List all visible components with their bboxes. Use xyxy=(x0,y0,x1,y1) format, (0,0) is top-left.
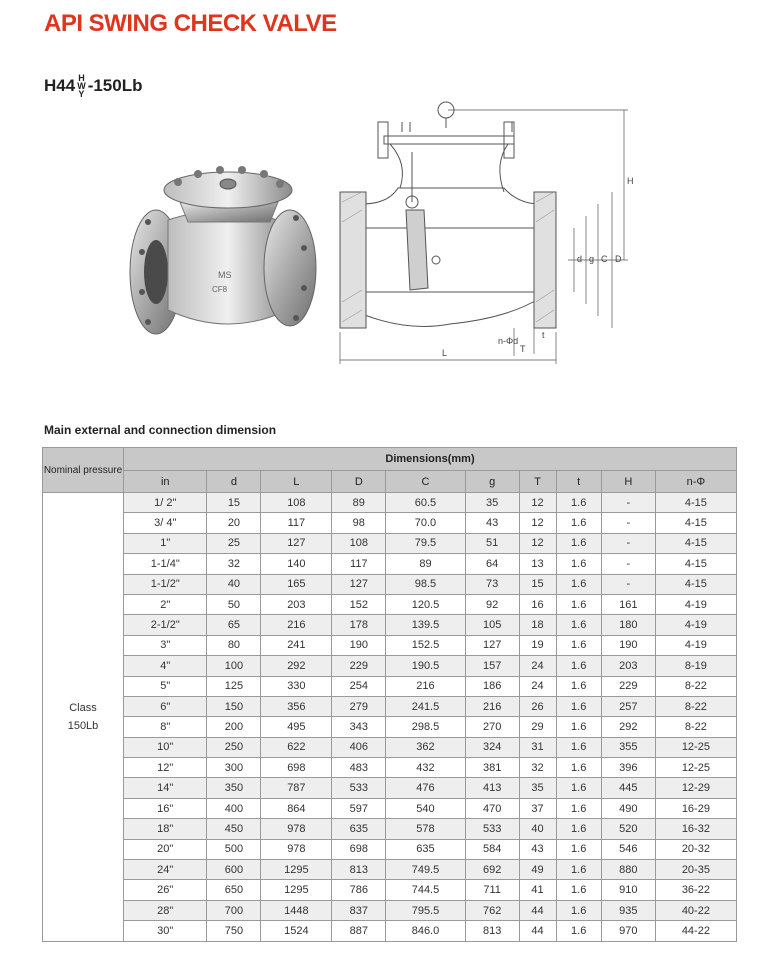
table-cell: 483 xyxy=(332,758,386,778)
dim-label-l: L xyxy=(442,348,448,358)
cast-mark-cf8: CF8 xyxy=(212,285,228,294)
table-cell: 292 xyxy=(601,717,655,737)
table-row xyxy=(43,737,737,757)
model-stack xyxy=(77,74,86,98)
table-cell: 49 xyxy=(519,860,556,880)
table-cell: 635 xyxy=(332,819,386,839)
table-cell: 92 xyxy=(465,594,519,614)
class-cell xyxy=(43,493,124,942)
table-cell: 1.6 xyxy=(556,778,601,798)
model-suffix: -150Lb xyxy=(87,76,143,95)
table-cell: 1.6 xyxy=(556,533,601,553)
table-cell: 31 xyxy=(519,737,556,757)
table-cell: 180 xyxy=(601,615,655,635)
table-cell: 4-19 xyxy=(655,615,736,635)
table-cell: 44-22 xyxy=(655,921,736,941)
table-cell: 8-22 xyxy=(655,696,736,716)
dim-label-c: C xyxy=(601,254,608,264)
table-cell: 1.6 xyxy=(556,696,601,716)
table-cell: 216 xyxy=(465,696,519,716)
column-header: H xyxy=(601,471,655,493)
table-cell: 32 xyxy=(519,758,556,778)
table-cell: 1.6 xyxy=(556,554,601,574)
table-cell: 3/ 4" xyxy=(124,513,207,533)
class-label-line1: Class xyxy=(69,701,97,714)
table-cell: - xyxy=(601,493,655,513)
model-designation xyxy=(44,74,142,98)
table-cell: 578 xyxy=(386,819,465,839)
table-cell: 203 xyxy=(601,656,655,676)
table-cell: 25 xyxy=(207,533,261,553)
table-cell: 711 xyxy=(465,880,519,900)
table-cell: 16 xyxy=(519,594,556,614)
table-cell: 13 xyxy=(519,554,556,574)
table-cell: 157 xyxy=(465,656,519,676)
table-cell: 700 xyxy=(207,900,261,920)
table-cell: 4-15 xyxy=(655,513,736,533)
table-cell: 1295 xyxy=(261,860,332,880)
table-cell: 79.5 xyxy=(386,533,465,553)
table-cell: 324 xyxy=(465,737,519,757)
table-row xyxy=(43,900,737,920)
table-cell: 298.5 xyxy=(386,717,465,737)
table-cell: 300 xyxy=(207,758,261,778)
table-cell: 4" xyxy=(124,656,207,676)
table-cell: 330 xyxy=(261,676,332,696)
nominal-pressure-header: Nominal pressure xyxy=(43,448,124,493)
table-cell: 40-22 xyxy=(655,900,736,920)
table-cell: 1-1/2" xyxy=(124,574,207,594)
table-cell: 698 xyxy=(261,758,332,778)
table-cell: 12" xyxy=(124,758,207,778)
table-cell: - xyxy=(601,513,655,533)
cast-mark-ms: MS xyxy=(218,270,232,280)
table-row xyxy=(43,798,737,818)
table-cell: 597 xyxy=(332,798,386,818)
table-cell: 6" xyxy=(124,696,207,716)
table-cell: 432 xyxy=(386,758,465,778)
table-cell: - xyxy=(601,574,655,594)
table-cell: 117 xyxy=(332,554,386,574)
table-cell: 257 xyxy=(601,696,655,716)
table-cell: 26 xyxy=(519,696,556,716)
table-cell: 16-29 xyxy=(655,798,736,818)
table-cell: 30" xyxy=(124,921,207,941)
table-cell: 1.6 xyxy=(556,758,601,778)
table-row xyxy=(43,717,737,737)
table-cell: 8" xyxy=(124,717,207,737)
table-cell: 51 xyxy=(465,533,519,553)
table-cell: 1.6 xyxy=(556,676,601,696)
table-cell: 254 xyxy=(332,676,386,696)
table-row xyxy=(43,860,737,880)
table-cell: 15 xyxy=(207,493,261,513)
table-cell: 813 xyxy=(332,860,386,880)
table-cell: 12 xyxy=(519,513,556,533)
table-cell: 108 xyxy=(332,533,386,553)
table-cell: 26" xyxy=(124,880,207,900)
page-title: API SWING CHECK VALVE xyxy=(44,10,337,37)
table-cell: 787 xyxy=(261,778,332,798)
dimension-table xyxy=(42,447,737,942)
table-cell: 190 xyxy=(601,635,655,655)
table-cell: 80 xyxy=(207,635,261,655)
table-cell: 1/ 2" xyxy=(124,493,207,513)
section-heading: Main external and connection dimension xyxy=(44,423,277,437)
table-cell: 692 xyxy=(465,860,519,880)
table-cell: 406 xyxy=(332,737,386,757)
table-row xyxy=(43,615,737,635)
table-cell: 70.0 xyxy=(386,513,465,533)
table-cell: 190.5 xyxy=(386,656,465,676)
table-cell: 698 xyxy=(332,839,386,859)
dim-label-t-upper: T xyxy=(520,344,526,354)
table-cell: 445 xyxy=(601,778,655,798)
column-header: C xyxy=(386,471,465,493)
table-cell: 1" xyxy=(124,533,207,553)
table-cell: 4-15 xyxy=(655,493,736,513)
table-row xyxy=(43,676,737,696)
table-cell: 127 xyxy=(261,533,332,553)
table-cell: 970 xyxy=(601,921,655,941)
table-row xyxy=(43,513,737,533)
table-cell: 650 xyxy=(207,880,261,900)
table-cell: 356 xyxy=(261,696,332,716)
table-cell: 36-22 xyxy=(655,880,736,900)
table-cell: 229 xyxy=(332,656,386,676)
table-row xyxy=(43,921,737,941)
table-cell: 98.5 xyxy=(386,574,465,594)
table-cell: 978 xyxy=(261,819,332,839)
dim-label-n-phi: n-Φd xyxy=(498,336,519,346)
table-cell: 786 xyxy=(332,880,386,900)
table-cell: 165 xyxy=(261,574,332,594)
table-cell: 4-15 xyxy=(655,554,736,574)
table-cell: 846.0 xyxy=(386,921,465,941)
table-cell: 1.6 xyxy=(556,839,601,859)
column-header: D xyxy=(332,471,386,493)
table-cell: 355 xyxy=(601,737,655,757)
table-cell: 744.5 xyxy=(386,880,465,900)
table-cell: 105 xyxy=(465,615,519,635)
dim-label-d-outer: D xyxy=(615,254,622,264)
table-cell: 533 xyxy=(332,778,386,798)
table-cell: 1-1/4" xyxy=(124,554,207,574)
table-cell: 16" xyxy=(124,798,207,818)
table-cell: 10" xyxy=(124,737,207,757)
table-cell: 44 xyxy=(519,921,556,941)
table-row xyxy=(43,594,737,614)
table-cell: 864 xyxy=(261,798,332,818)
table-cell: 396 xyxy=(601,758,655,778)
table-cell: 20-32 xyxy=(655,839,736,859)
table-cell: 450 xyxy=(207,819,261,839)
table-cell: 250 xyxy=(207,737,261,757)
table-cell: 140 xyxy=(261,554,332,574)
table-cell: 470 xyxy=(465,798,519,818)
table-cell: 490 xyxy=(601,798,655,818)
table-cell: 89 xyxy=(332,493,386,513)
table-cell: 108 xyxy=(261,493,332,513)
table-cell: 24 xyxy=(519,676,556,696)
table-row xyxy=(43,696,737,716)
table-cell: 24" xyxy=(124,860,207,880)
table-cell: 16-32 xyxy=(655,819,736,839)
table-cell: 795.5 xyxy=(386,900,465,920)
table-row xyxy=(43,880,737,900)
table-cell: 2-1/2" xyxy=(124,615,207,635)
table-cell: 1.6 xyxy=(556,900,601,920)
dim-label-h: H xyxy=(627,176,634,186)
table-cell: 910 xyxy=(601,880,655,900)
table-cell: 50 xyxy=(207,594,261,614)
table-cell: 117 xyxy=(261,513,332,533)
table-cell: 935 xyxy=(601,900,655,920)
table-cell: 1.6 xyxy=(556,635,601,655)
table-cell: 1.6 xyxy=(556,615,601,635)
table-cell: 14" xyxy=(124,778,207,798)
table-cell: 241 xyxy=(261,635,332,655)
table-cell: 4-15 xyxy=(655,533,736,553)
table-cell: 749.5 xyxy=(386,860,465,880)
table-cell: 216 xyxy=(261,615,332,635)
table-cell: 44 xyxy=(519,900,556,920)
table-cell: 8-22 xyxy=(655,676,736,696)
table-row xyxy=(43,554,737,574)
table-cell: 139.5 xyxy=(386,615,465,635)
table-cell: 1.6 xyxy=(556,594,601,614)
table-cell: 279 xyxy=(332,696,386,716)
table-cell: 292 xyxy=(261,656,332,676)
table-cell: 73 xyxy=(465,574,519,594)
table-row xyxy=(43,839,737,859)
table-cell: 65 xyxy=(207,615,261,635)
table-cell: 28" xyxy=(124,900,207,920)
table-cell: 35 xyxy=(465,493,519,513)
table-cell: 413 xyxy=(465,778,519,798)
table-cell: 41 xyxy=(519,880,556,900)
table-cell: 12-29 xyxy=(655,778,736,798)
table-cell: 64 xyxy=(465,554,519,574)
table-cell: 18 xyxy=(519,615,556,635)
table-cell: 20 xyxy=(207,513,261,533)
table-cell: 1295 xyxy=(261,880,332,900)
table-cell: 125 xyxy=(207,676,261,696)
table-cell: 150 xyxy=(207,696,261,716)
table-cell: 750 xyxy=(207,921,261,941)
table-cell: 24 xyxy=(519,656,556,676)
dimensions-header: Dimensions(mm) xyxy=(124,448,737,471)
column-header: in xyxy=(124,471,207,493)
table-cell: 216 xyxy=(386,676,465,696)
dim-label-d-inner: d xyxy=(577,254,583,264)
table-cell: 35 xyxy=(519,778,556,798)
table-cell: 1.6 xyxy=(556,798,601,818)
model-mid: W xyxy=(77,81,86,91)
table-cell: 8-22 xyxy=(655,717,736,737)
table-cell: 120.5 xyxy=(386,594,465,614)
table-cell: 635 xyxy=(386,839,465,859)
column-header: g xyxy=(465,471,519,493)
table-cell: 1.6 xyxy=(556,513,601,533)
class-label-line2: 150Lb xyxy=(67,719,99,732)
model-sup: H xyxy=(78,73,85,83)
table-cell: 4-19 xyxy=(655,594,736,614)
table-cell: 161 xyxy=(601,594,655,614)
table-cell: 584 xyxy=(465,839,519,859)
table-cell: 1.6 xyxy=(556,493,601,513)
table-cell: 2" xyxy=(124,594,207,614)
table-row xyxy=(43,758,737,778)
table-cell: 43 xyxy=(519,839,556,859)
table-cell: 500 xyxy=(207,839,261,859)
table-cell: 495 xyxy=(261,717,332,737)
table-cell: 362 xyxy=(386,737,465,757)
table-cell: 8-19 xyxy=(655,656,736,676)
model-prefix: H44 xyxy=(44,76,76,95)
table-cell: 29 xyxy=(519,717,556,737)
table-cell: 600 xyxy=(207,860,261,880)
table-cell: 1.6 xyxy=(556,717,601,737)
table-cell: - xyxy=(601,554,655,574)
table-cell: 200 xyxy=(207,717,261,737)
table-cell: 762 xyxy=(465,900,519,920)
table-row xyxy=(43,778,737,798)
table-cell: 880 xyxy=(601,860,655,880)
table-cell: 40 xyxy=(207,574,261,594)
column-header: d xyxy=(207,471,261,493)
table-cell: 40 xyxy=(519,819,556,839)
table-cell: 152.5 xyxy=(386,635,465,655)
table-cell: 20" xyxy=(124,839,207,859)
table-cell: 1.6 xyxy=(556,819,601,839)
table-cell: 127 xyxy=(332,574,386,594)
table-cell: 152 xyxy=(332,594,386,614)
table-cell: 100 xyxy=(207,656,261,676)
table-cell: 837 xyxy=(332,900,386,920)
table-cell: 43 xyxy=(465,513,519,533)
table-cell: 241.5 xyxy=(386,696,465,716)
table-cell: 1.6 xyxy=(556,656,601,676)
table-cell: 20-35 xyxy=(655,860,736,880)
table-cell: 1.6 xyxy=(556,921,601,941)
table-cell: 37 xyxy=(519,798,556,818)
table-cell: 1.6 xyxy=(556,880,601,900)
model-sub: Y xyxy=(78,89,85,99)
table-cell: 190 xyxy=(332,635,386,655)
table-row xyxy=(43,819,737,839)
table-cell: 520 xyxy=(601,819,655,839)
valve-section-drawing xyxy=(328,92,648,372)
table-cell: 350 xyxy=(207,778,261,798)
table-cell: 343 xyxy=(332,717,386,737)
column-header: T xyxy=(519,471,556,493)
table-cell: 19 xyxy=(519,635,556,655)
table-cell: 270 xyxy=(465,717,519,737)
table-cell: 1.6 xyxy=(556,860,601,880)
table-row xyxy=(43,533,737,553)
dim-label-t-lower: t xyxy=(542,330,545,340)
table-cell: 381 xyxy=(465,758,519,778)
table-cell: 229 xyxy=(601,676,655,696)
column-header: n-Φ xyxy=(655,471,736,493)
table-cell: 533 xyxy=(465,819,519,839)
table-row xyxy=(43,574,737,594)
table-cell: - xyxy=(601,533,655,553)
dim-label-g: g xyxy=(589,254,595,264)
table-cell: 12-25 xyxy=(655,758,736,778)
table-cell: 98 xyxy=(332,513,386,533)
table-cell: 540 xyxy=(386,798,465,818)
table-cell: 32 xyxy=(207,554,261,574)
table-cell: 203 xyxy=(261,594,332,614)
table-cell: 5" xyxy=(124,676,207,696)
valve-photo xyxy=(128,160,324,340)
table-cell: 186 xyxy=(465,676,519,696)
table-cell: 546 xyxy=(601,839,655,859)
table-cell: 4-19 xyxy=(655,635,736,655)
table-cell: 12-25 xyxy=(655,737,736,757)
table-cell: 12 xyxy=(519,493,556,513)
table-cell: 400 xyxy=(207,798,261,818)
table-cell: 476 xyxy=(386,778,465,798)
table-row xyxy=(43,656,737,676)
table-cell: 178 xyxy=(332,615,386,635)
table-cell: 15 xyxy=(519,574,556,594)
table-cell: 1448 xyxy=(261,900,332,920)
table-row xyxy=(43,635,737,655)
table-row xyxy=(43,493,737,513)
table-cell: 978 xyxy=(261,839,332,859)
table-cell: 622 xyxy=(261,737,332,757)
column-header: L xyxy=(261,471,332,493)
table-cell: 89 xyxy=(386,554,465,574)
table-cell: 127 xyxy=(465,635,519,655)
table-cell: 1524 xyxy=(261,921,332,941)
table-cell: 813 xyxy=(465,921,519,941)
table-cell: 18" xyxy=(124,819,207,839)
table-cell: 1.6 xyxy=(556,574,601,594)
column-header: t xyxy=(556,471,601,493)
table-cell: 1.6 xyxy=(556,737,601,757)
table-cell: 60.5 xyxy=(386,493,465,513)
table-cell: 3" xyxy=(124,635,207,655)
table-cell: 4-15 xyxy=(655,574,736,594)
table-cell: 887 xyxy=(332,921,386,941)
table-cell: 12 xyxy=(519,533,556,553)
